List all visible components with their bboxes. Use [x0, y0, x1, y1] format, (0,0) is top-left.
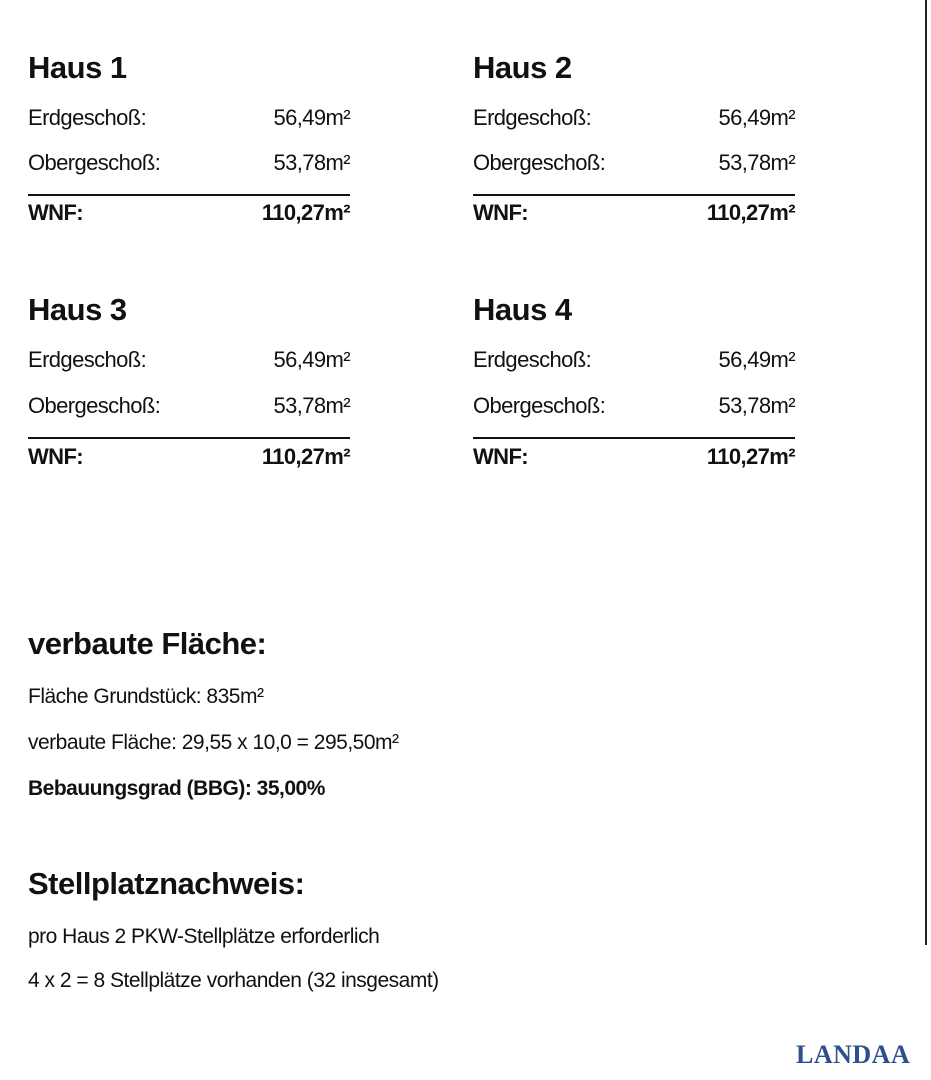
total-label: WNF:: [473, 444, 529, 469]
total-value: 110,27m²: [261, 200, 350, 225]
haus-title: Haus 2: [473, 50, 572, 85]
haus-title: Haus 3: [28, 292, 127, 327]
ground-floor-row: [28, 347, 350, 377]
page-border-line: [925, 0, 927, 945]
row-label: Obergeschoß:: [473, 393, 606, 418]
upper-floor-row: [28, 150, 350, 180]
parking-required-line: pro Haus 2 PKW-Stellplätze erforderlich: [28, 925, 380, 948]
row-value: 56,49m²: [718, 347, 795, 372]
brand-logo: LANDAA: [796, 1040, 911, 1069]
ground-floor-row: [473, 347, 795, 377]
row-value: 53,78m²: [273, 150, 350, 175]
sum-divider: [473, 194, 795, 196]
built-area-calc-line: verbaute Fläche: 29,55 x 10,0 = 295,50m²: [28, 731, 399, 754]
plot-area-line: Fläche Grundstück: 835m²: [28, 685, 264, 708]
upper-floor-row: [473, 150, 795, 180]
row-value: 56,49m²: [273, 105, 350, 130]
ground-floor-row: [28, 105, 350, 135]
wnf-total-row: [473, 200, 795, 230]
parking-heading: Stellplatznachweis:: [28, 866, 305, 901]
upper-floor-row: [28, 393, 350, 423]
row-value: 53,78m²: [273, 393, 350, 418]
wnf-total-row: [28, 444, 350, 474]
wnf-total-row: [28, 200, 350, 230]
row-label: Erdgeschoß:: [473, 347, 592, 372]
coverage-ratio-line: Bebauungsgrad (BBG): 35,00%: [28, 777, 325, 800]
total-value: 110,27m²: [706, 200, 795, 225]
total-label: WNF:: [473, 200, 529, 225]
total-label: WNF:: [28, 444, 84, 469]
row-label: Obergeschoß:: [28, 150, 161, 175]
row-value: 56,49m²: [718, 105, 795, 130]
row-value: 56,49m²: [273, 347, 350, 372]
upper-floor-row: [473, 393, 795, 423]
total-value: 110,27m²: [261, 444, 350, 469]
sum-divider: [28, 194, 350, 196]
row-label: Obergeschoß:: [473, 150, 606, 175]
total-value: 110,27m²: [706, 444, 795, 469]
row-label: Erdgeschoß:: [28, 347, 147, 372]
wnf-total-row: [473, 444, 795, 474]
built-area-heading: verbaute Fläche:: [28, 626, 267, 661]
row-label: Erdgeschoß:: [28, 105, 147, 130]
haus-title: Haus 4: [473, 292, 572, 327]
row-value: 53,78m²: [718, 393, 795, 418]
sum-divider: [28, 437, 350, 439]
total-label: WNF:: [28, 200, 84, 225]
row-value: 53,78m²: [718, 150, 795, 175]
haus-title: Haus 1: [28, 50, 127, 85]
row-label: Erdgeschoß:: [473, 105, 592, 130]
sum-divider: [473, 437, 795, 439]
ground-floor-row: [473, 105, 795, 135]
row-label: Obergeschoß:: [28, 393, 161, 418]
parking-available-line: 4 x 2 = 8 Stellplätze vorhanden (32 insgesamt): [28, 969, 439, 992]
